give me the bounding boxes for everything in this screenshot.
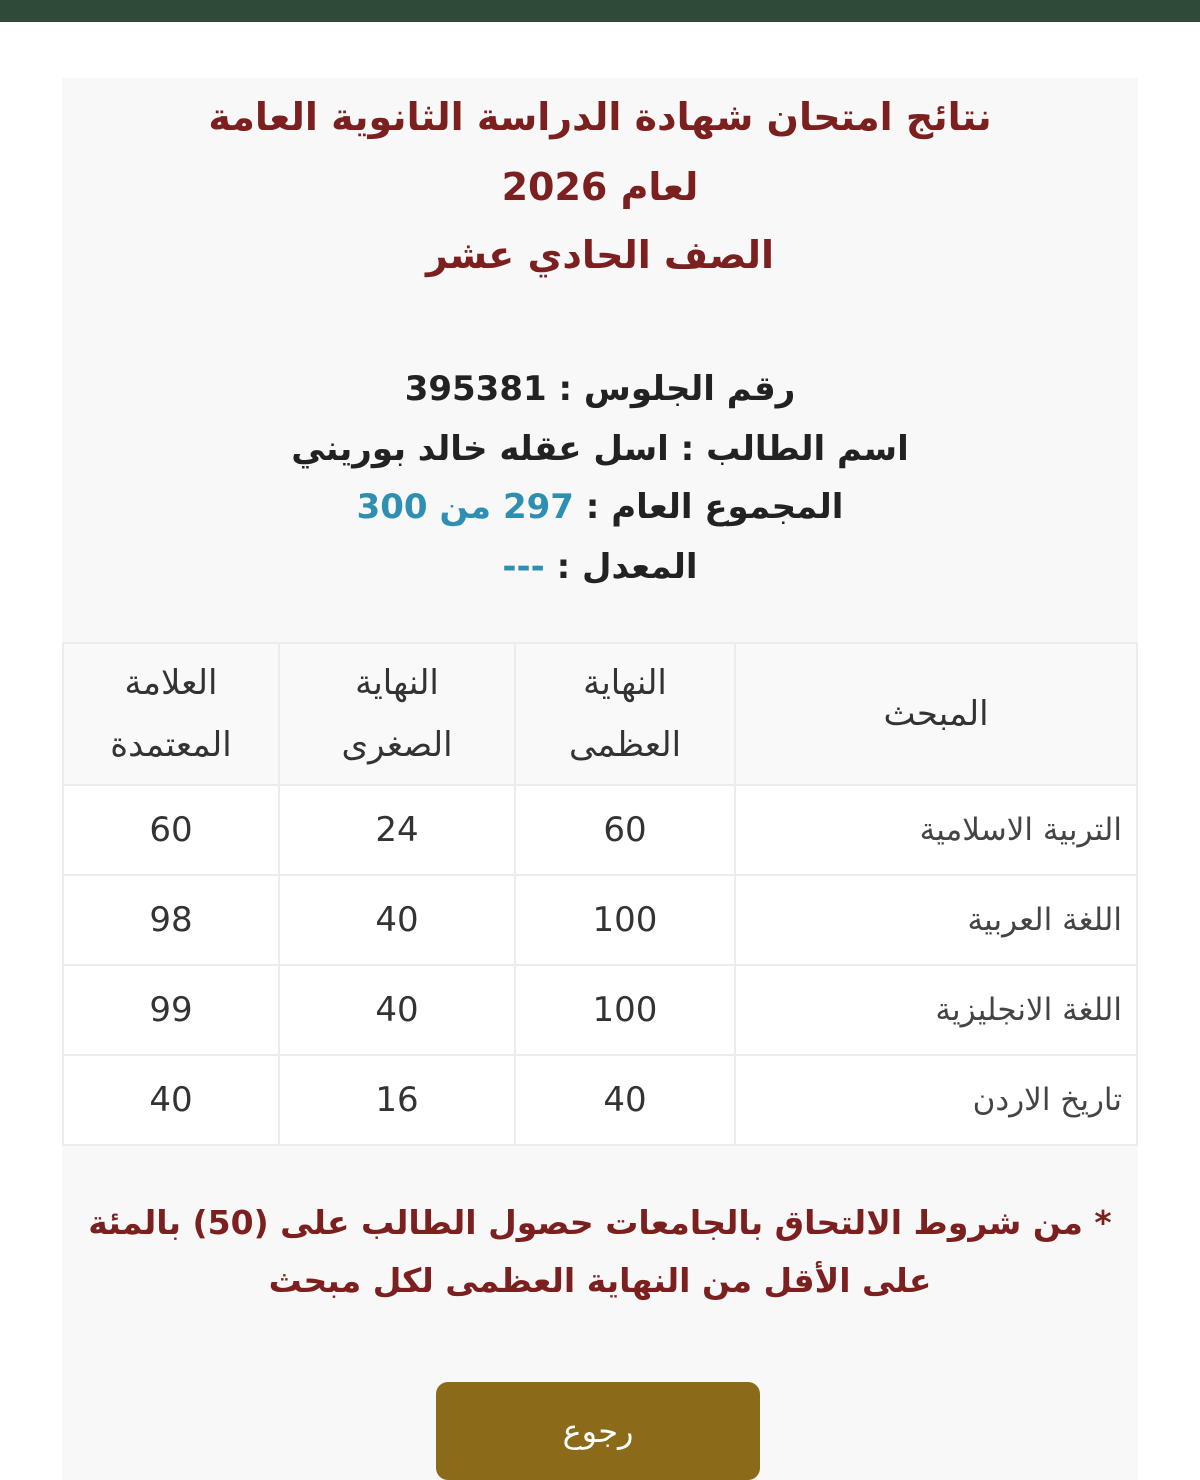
max-cell: 100 bbox=[515, 965, 735, 1055]
subject-cell: التربية الاسلامية bbox=[735, 785, 1137, 875]
max-cell: 60 bbox=[515, 785, 735, 875]
subject-cell: تاريخ الاردن bbox=[735, 1055, 1137, 1145]
student-name-value: اسل عقله خالد بوريني bbox=[291, 429, 669, 469]
min-cell: 40 bbox=[279, 965, 515, 1055]
student-name-label: اسم الطالب : bbox=[680, 429, 909, 469]
top-bar bbox=[0, 0, 1200, 22]
header-subject: المبحث bbox=[735, 643, 1137, 785]
grade-cell: 60 bbox=[63, 785, 279, 875]
total-max: 300 bbox=[356, 487, 428, 527]
seat-number-label: رقم الجلوس : bbox=[558, 369, 796, 409]
results-card bbox=[62, 78, 1138, 1480]
header-grade: العلامة المعتمدة bbox=[63, 643, 279, 785]
min-cell: 24 bbox=[279, 785, 515, 875]
header-min: النهاية الصغرى bbox=[279, 643, 515, 785]
total-label: المجموع العام : bbox=[585, 487, 844, 527]
grade-cell: 99 bbox=[63, 965, 279, 1055]
average-value: --- bbox=[502, 547, 545, 587]
table-header-row bbox=[63, 643, 1137, 785]
table-row bbox=[63, 785, 1137, 875]
admission-note-line1: * من شروط الالتحاق بالجامعات حصول الطالب على (50) بالمئة bbox=[88, 1203, 1112, 1242]
total-value: 297 bbox=[502, 487, 574, 527]
max-cell: 40 bbox=[515, 1055, 735, 1145]
exam-year: لعام 2026 bbox=[501, 165, 699, 209]
seat-number-line bbox=[62, 366, 1138, 412]
average-line bbox=[62, 544, 1138, 590]
grade-cell: 40 bbox=[63, 1055, 279, 1145]
subject-cell: اللغة الانجليزية bbox=[735, 965, 1137, 1055]
max-cell: 100 bbox=[515, 875, 735, 965]
grade-cell: 98 bbox=[63, 875, 279, 965]
grade-level: الصف الحادي عشر bbox=[426, 233, 774, 277]
page-title: نتائج امتحان شهادة الدراسة الثانوية العامة bbox=[208, 95, 992, 139]
table-row bbox=[63, 965, 1137, 1055]
header-max: النهاية العظمى bbox=[515, 643, 735, 785]
seat-number-value: 395381 bbox=[404, 369, 547, 409]
table-row bbox=[63, 1055, 1137, 1145]
min-cell: 16 bbox=[279, 1055, 515, 1145]
total-line bbox=[62, 484, 1138, 530]
back-button[interactable]: رجوع bbox=[436, 1382, 760, 1480]
admission-note-line2: على الأقل من النهاية العظمى لكل مبحث bbox=[268, 1261, 932, 1300]
student-name-line bbox=[62, 426, 1138, 472]
min-cell: 40 bbox=[279, 875, 515, 965]
subject-cell: اللغة العربية bbox=[735, 875, 1137, 965]
table-row bbox=[63, 875, 1137, 965]
results-table bbox=[62, 642, 1138, 1146]
total-of: من bbox=[439, 487, 492, 527]
average-label: المعدل : bbox=[556, 547, 698, 587]
